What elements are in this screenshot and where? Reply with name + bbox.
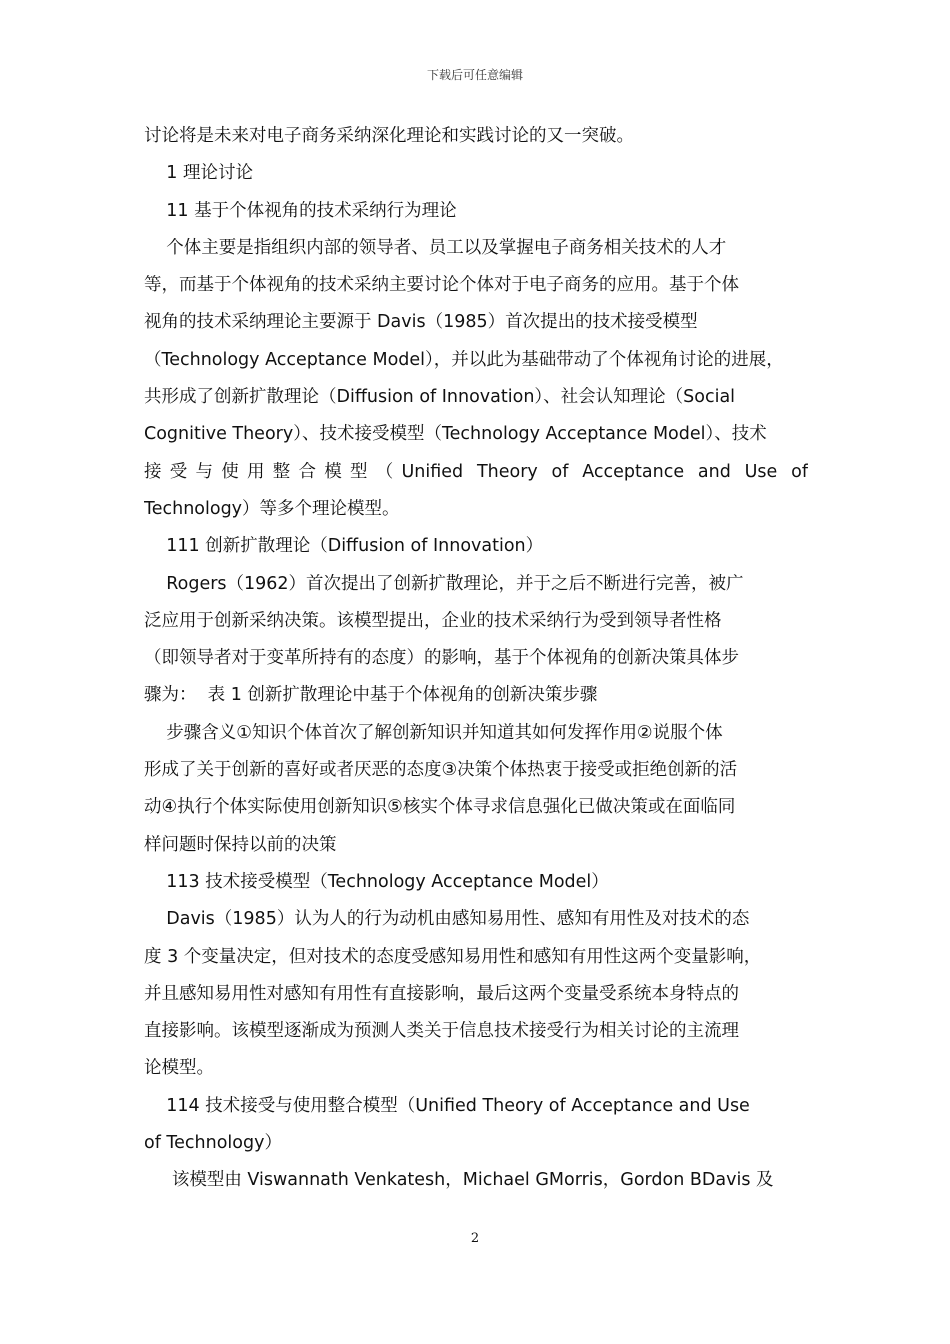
paragraph-line: 论模型。 [144, 1058, 214, 1079]
paragraph-line: 并且感知易用性对感知有用性有直接影响，最后这两个变量受系统本身特点的 [144, 983, 739, 1004]
paragraph-line: of Technology） [144, 1133, 282, 1154]
paragraph-line: 该模型由 Viswannath Venkatesh，Michael GMorris，Gordon BDavis 及 [144, 1170, 774, 1191]
paragraph-line: 形成了关于创新的喜好或者厌恶的态度③决策个体热衷于接受或拒绝创新的活 [144, 760, 738, 781]
subsection-heading: 113 技术接受模型（Technology Acceptance Model） [144, 871, 609, 892]
paragraph-line: 视角的技术采纳理论主要源于 Davis（1985）首次提出的技术接受模型 [144, 312, 698, 333]
paragraph-line: 等，而基于个体视角的技术采纳主要讨论个体对于电子商务的应用。基于个体 [144, 275, 739, 296]
paragraph-line: 动④执行个体实际使用创新知识⑤核实个体寻求信息强化已做决策或在面临同 [144, 797, 736, 818]
paragraph-line: （Technology Acceptance Model），并以此为基础带动了个体视角讨论的进展， [144, 349, 784, 370]
paragraph-line: 个体主要是指组织内部的领导者、员工以及掌握电子商务相关技术的人才 [144, 237, 727, 258]
subsection-heading: 11 基于个体视角的技术采纳行为理论 [144, 200, 457, 221]
body-text [144, 118, 808, 1200]
header-note: 下载后可任意编辑 [426, 68, 523, 82]
paragraph-line: 骤为： 表 1 创新扩散理论中基于个体视角的创新决策步骤 [144, 685, 598, 706]
paragraph-line: 共形成了创新扩散理论（Diffusion of Innovation）、社会认知理论（Social [144, 387, 736, 408]
paragraph-line: 泛应用于创新采纳决策。该模型提出，企业的技术采纳行为受到领导者性格 [144, 610, 722, 631]
paragraph-line: 直接影响。该模型逐渐成为预测人类关于信息技术接受行为相关讨论的主流理 [144, 1021, 739, 1042]
paragraph-line: 样问题时保持以前的决策 [144, 834, 337, 855]
paragraph-line: 度 3 个变量决定，但对技术的态度受感知易用性和感知有用性这两个变量影响， [144, 946, 762, 967]
paragraph-line: Technology）等多个理论模型。 [144, 498, 400, 519]
paragraph-line: （即领导者对于变革所持有的态度）的影响，基于个体视角的创新决策具体步 [144, 648, 739, 669]
subsection-heading: 114 技术接受与使用整合模型（Unified Theory of Acceptance and Use [144, 1095, 750, 1116]
paragraph-line: 接受与使用整合模型（Unified Theory of Acceptance and Use of [144, 461, 808, 482]
page-number: 2 [470, 1231, 480, 1246]
section-heading: 1 理论讨论 [144, 163, 253, 184]
subsection-heading: 111 创新扩散理论（Diffusion of Innovation） [144, 536, 544, 557]
paragraph-line: Rogers（1962）首次提出了创新扩散理论，并于之后不断进行完善，被广 [144, 573, 744, 594]
paragraph-line: 讨论将是未来对电子商务采纳深化理论和实践讨论的又一突破。 [144, 126, 634, 146]
paragraph-line: Cognitive Theory）、技术接受模型（Technology Acceptance Model）、技术 [144, 424, 767, 445]
paragraph-line: Davis（1985）认为人的行为动机由感知易用性、感知有用性及对技术的态 [144, 909, 750, 930]
paragraph-line: 步骤含义①知识个体首次了解创新知识并知道其如何发挥作用②说服个体 [144, 722, 723, 743]
